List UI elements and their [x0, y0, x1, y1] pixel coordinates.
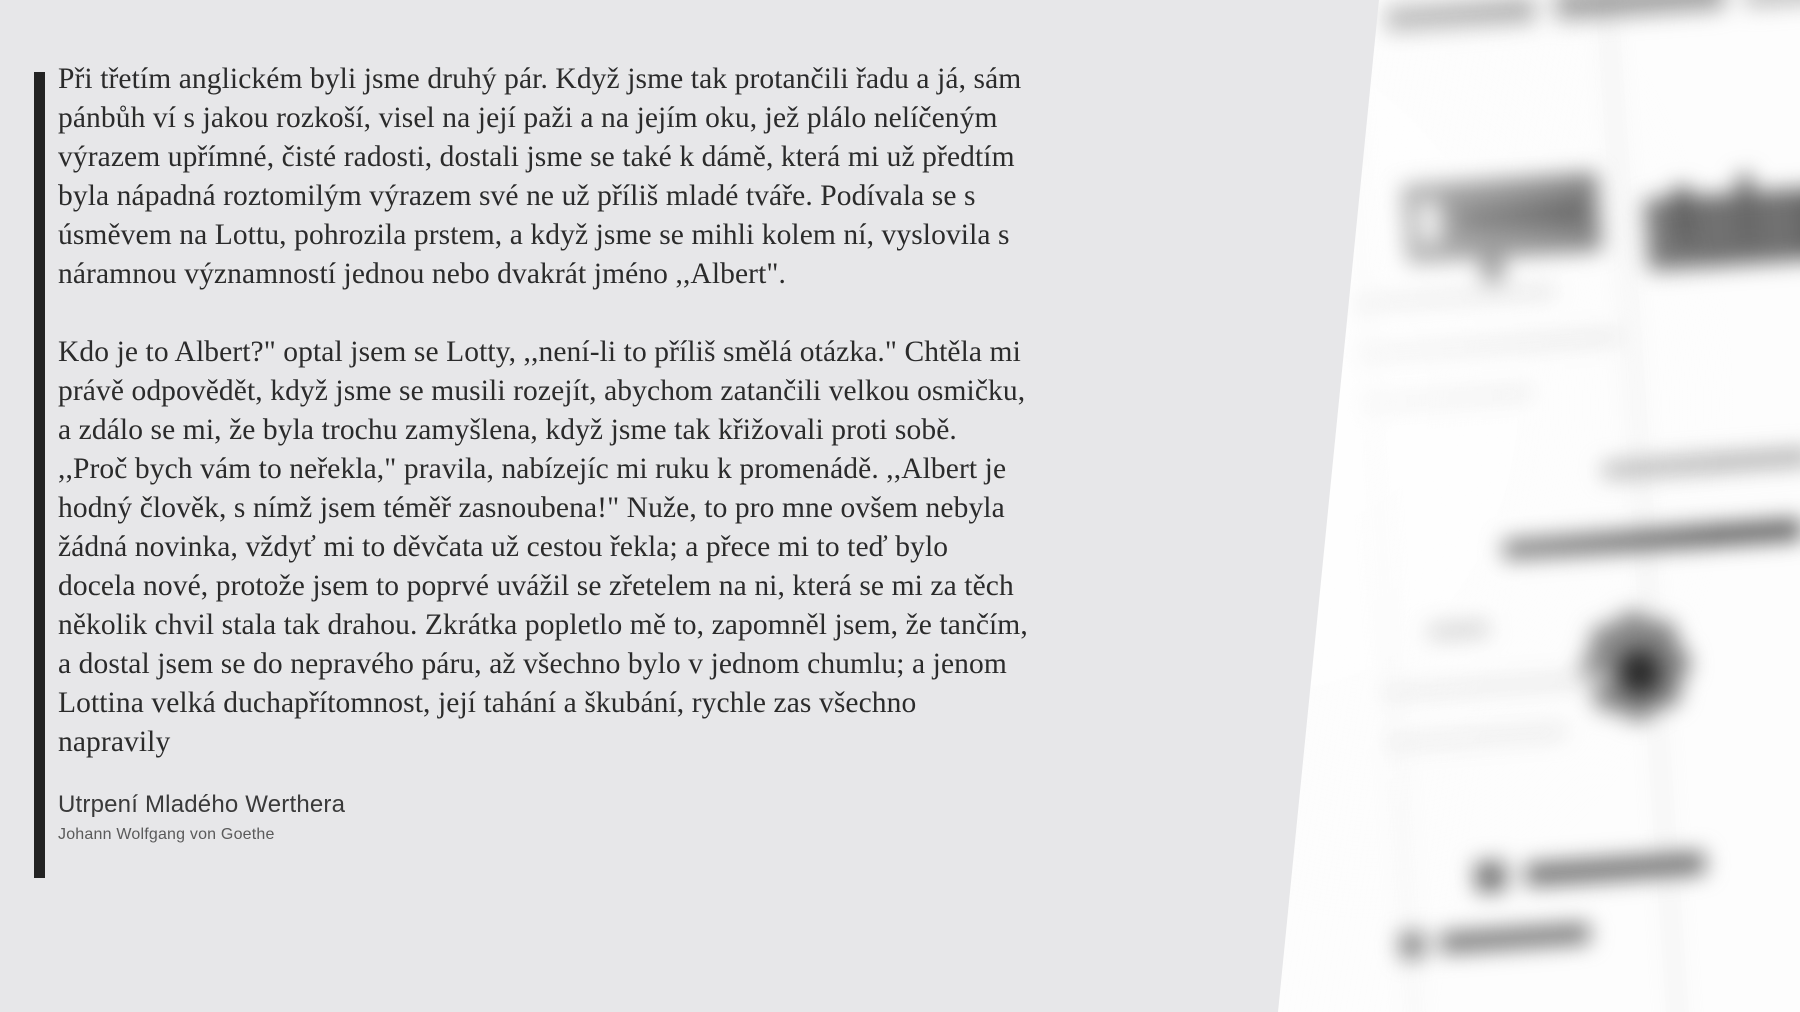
quote-accent-bar [34, 72, 45, 878]
quote-text [58, 60, 1033, 762]
attribution [58, 790, 345, 846]
page-ornament-rosette-icon [1556, 586, 1716, 746]
quote-paragraph-1: Při třetím anglickém byli jsme druhý pár. Když jsme tak protančili řadu a já, sám pánbůh ví s jakou rozkoší, visel na její paži a na jejím oku, jež plálo nelíčeným výrazem upřímné, čisté radosti, dostali jsme se také k dámě, která mi už předtím byla nápadná roztomilým výrazem své ne už příliš mladé tváře. Podívala se s úsměvem na Lottu, pohrozila prstem, a když jsme se mihli kolem ní, vyslovila s náramnou významností jednou nebo dvakrát jméno ,,Albert". [58, 63, 1022, 290]
page-text-line-faint-2 [1358, 331, 1618, 359]
page-masthead-block-1 [1385, 0, 1536, 33]
work-title: Utrpení Mladého Werthera [58, 791, 346, 818]
page-text-line-1 [1602, 448, 1800, 479]
page-footer-block-2 [1525, 852, 1706, 887]
page-text-line-faint-1 [1355, 286, 1555, 310]
page-text-line-2 [1502, 519, 1800, 560]
page-footer-block-4 [1439, 923, 1590, 953]
page-title-block-1-descender [1479, 237, 1504, 282]
page-title-block-2 [1644, 183, 1800, 271]
page-footer-block-3 [1399, 931, 1425, 959]
page-masthead-block-3 [1744, 0, 1800, 8]
page-title-block-1-highlight [1416, 200, 1441, 245]
page-footer-block-1 [1475, 861, 1507, 893]
page-masthead-block-2 [1554, 0, 1726, 21]
quote-paragraph-2: Kdo je to Albert?" optal jsem se Lotty, ,,není-li to příliš smělá otázka." Chtěla mi právě odpovědět, když jsme se musili rozejít, abychom zatančili velkou osmičku, a zdálo se mi, že byla trochu zamyšlena, když jsme tak křižovali proti sobě. ,,Proč bych vám to neřekla," pravila, nabízejíc mi ruku k promenádě. ,,Albert je hodný člověk, s nímž jsem téměř zasnoubena!" Nuže, to pro mne ovšem nebyla žádná novinka, vždyť mi to děvčata už cestou řekla; a přece mi to teď bylo docela nové, protože jsem to poprvé uvážil se zřetelem na ni, která se mi za těch několik chvil stala tak drahou. Zkrátka popletlo mě to, zapomněl jsem, že tančím, a dostal jsem se do nepravého páru, až všechno bylo v jednom chumlu; a jenom Lottina velká duchapřítomnost, její tahání a škubání, rychle zas všechno napravily [58, 336, 1028, 758]
author-name: Johann Wolfgang von Goethe [58, 826, 275, 843]
page-text-line-faint-5 [1386, 726, 1566, 749]
page-text-line-faint-3 [1362, 388, 1532, 410]
page-text-line-4 [1428, 621, 1489, 639]
